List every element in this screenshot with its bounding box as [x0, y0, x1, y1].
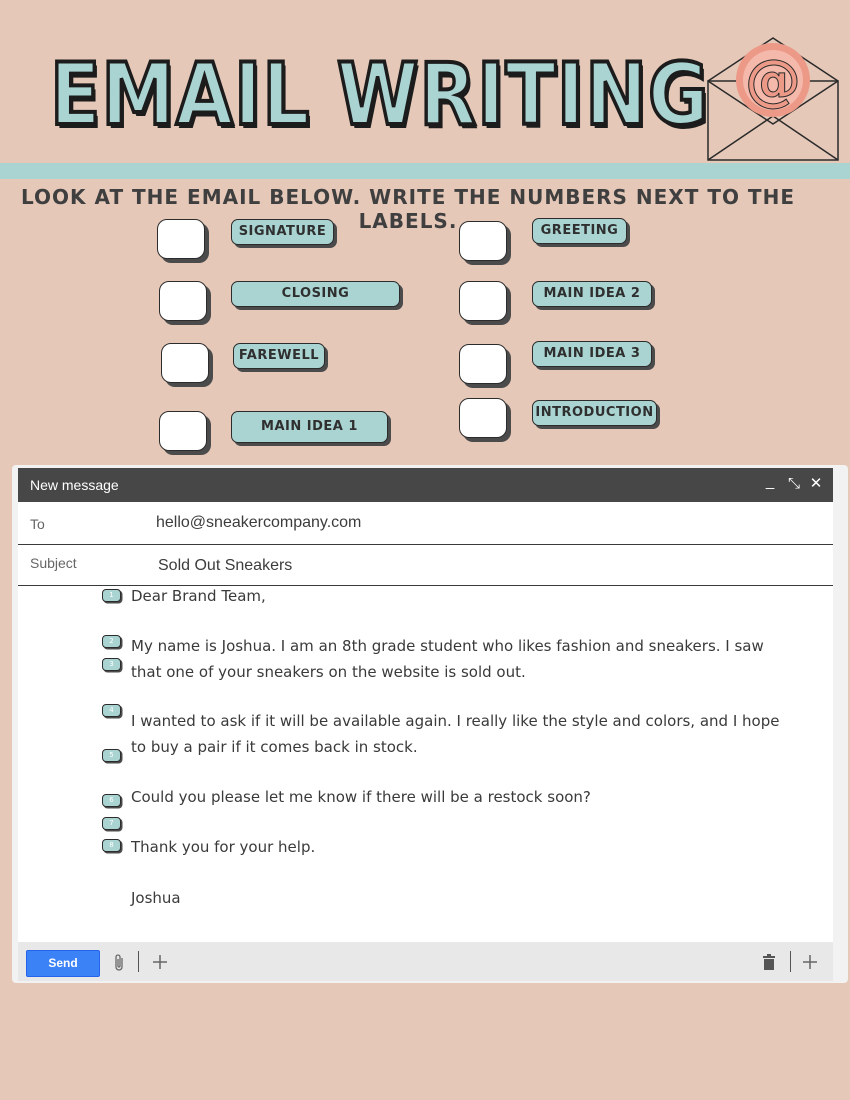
answer-box-greeting[interactable] — [459, 221, 507, 261]
number-marker: 4 — [102, 704, 121, 717]
number-marker: 1 — [102, 589, 121, 602]
expand-icon[interactable]: ⤡ — [787, 475, 800, 492]
message-body[interactable] — [18, 586, 833, 942]
label-main-idea-2: MAIN IDEA 2 — [532, 281, 652, 307]
label-main-idea-3: MAIN IDEA 3 — [532, 341, 652, 367]
number-marker: 7 — [102, 817, 121, 830]
label-introduction: INTRODUCTION — [532, 400, 657, 426]
label-signature: SIGNATURE — [231, 219, 334, 245]
to-label: To — [30, 516, 45, 532]
email-paragraph: Joshua — [131, 889, 181, 907]
answer-box-main-idea-1[interactable] — [159, 411, 207, 451]
number-marker: 2 — [102, 635, 121, 648]
answer-box-signature[interactable] — [157, 219, 205, 259]
number-marker: 6 — [102, 794, 121, 807]
label-farewell: FAREWELL — [233, 343, 325, 369]
number-marker: 8 — [102, 839, 121, 852]
subject-field[interactable] — [18, 545, 833, 586]
to-value[interactable]: hello@sneakercompany.com — [156, 514, 362, 531]
minimize-icon[interactable]: _ — [765, 473, 775, 490]
subject-value[interactable]: Sold Out Sneakers — [158, 557, 293, 574]
answer-box-main-idea-2[interactable] — [459, 281, 507, 321]
compose-title: New message — [30, 477, 119, 493]
toolbar-divider — [790, 951, 791, 972]
answer-box-farewell[interactable] — [161, 343, 209, 383]
label-main-idea-1: MAIN IDEA 1 — [231, 411, 388, 443]
plus-icon[interactable] — [152, 954, 168, 970]
compose-header — [18, 468, 833, 502]
trash-icon[interactable] — [762, 954, 776, 970]
number-marker: 3 — [102, 658, 121, 671]
compose-toolbar — [18, 942, 833, 981]
send-button[interactable]: Send — [26, 950, 100, 977]
close-icon[interactable]: ✕ — [809, 475, 823, 492]
email-paragraph: My name is Joshua. I am an 8th grade student who likes fashion and sneakers. I saw that one of your sneakers on the website is sold out. — [131, 637, 764, 681]
page-title: EMAIL WRITING — [50, 45, 710, 145]
email-paragraph: Thank you for your help. — [131, 838, 316, 856]
email-paragraph: Dear Brand Team, — [131, 587, 266, 605]
instruction-text: LOOK AT THE EMAIL BELOW. WRITE THE NUMBERS NEXT TO THE LABELS. — [21, 185, 795, 233]
label-greeting: GREETING — [532, 218, 627, 244]
toolbar-divider — [138, 951, 139, 972]
answer-box-closing[interactable] — [159, 281, 207, 321]
email-envelope-icon — [706, 36, 840, 162]
number-marker: 5 — [102, 749, 121, 762]
answer-box-introduction[interactable] — [459, 398, 507, 438]
plus-icon[interactable] — [802, 954, 818, 970]
answer-box-main-idea-3[interactable] — [459, 344, 507, 384]
svg-text:@: @ — [745, 48, 801, 113]
email-paragraph: Could you please let me know if there will be a restock soon? — [131, 788, 591, 806]
compose-window — [18, 468, 833, 981]
email-paragraph: I wanted to ask if it will be available again. I really like the style and colors, and I hope to buy a pair if it comes back in stock. — [131, 712, 780, 756]
label-closing: CLOSING — [231, 281, 400, 307]
subject-label: Subject — [30, 555, 77, 571]
paperclip-icon[interactable] — [113, 953, 125, 973]
accent-stripe — [0, 163, 850, 179]
to-field[interactable] — [18, 502, 833, 545]
